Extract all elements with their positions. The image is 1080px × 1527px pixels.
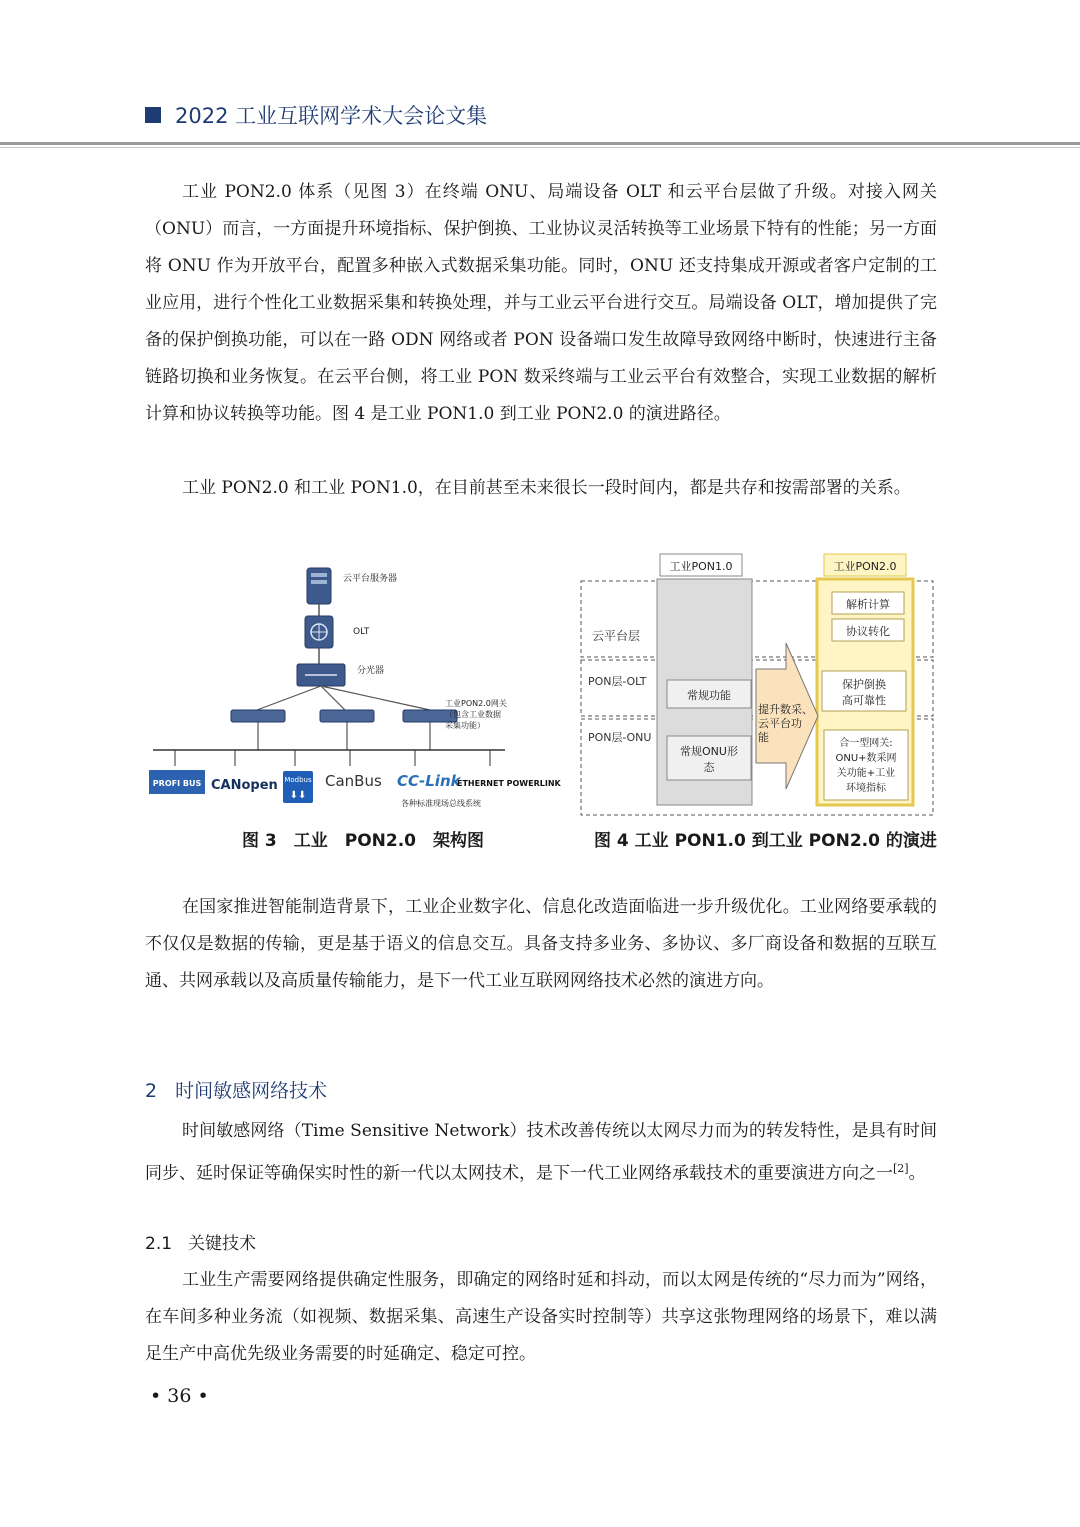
header-square-icon	[145, 107, 161, 123]
paragraph-1: 工业 PON2.0 体系（见图 3）在终端 ONU、局端设备 OLT 和云平台层做了升级。对接入网关（ONU）而言，一方面提升环境指标、保护倒换、工业协议灵活转换等工业场景下特有的性能；另一方面将 ONU 作为开放平台，配置多种嵌入式数据采集功能。同时，ONU 还支持集成开源或者客户定制的工业应用，进行个性化工业数据采集和转换处理，并与工业云平台进行交互。局端设备 OLT，增加提供了完备的保护倒换功能，可以在一路 ODN 网络或者 PON 设备端口发生故障导致网络中断时，快速进行主备链路切换和业务恢复。在云平台侧，将工业 PON 数采终端与工业云平台有效整合，实现工业数据的解析计算和协议转换等功能。图 4 是工业 PON1.0 到工业 PON2.0 的演进路径。	[145, 182, 937, 424]
svg-text:高可靠性: 高可靠性	[842, 694, 886, 707]
canbus-logo: CanBus	[325, 772, 382, 790]
splitter-label: 分光器	[357, 666, 385, 676]
svg-text:解析计算: 解析计算	[846, 598, 890, 611]
cclink-logo: CC-Link	[397, 772, 461, 790]
row-cloud-label: 云平台层	[592, 629, 641, 643]
pon1-title: 工业PON1.0	[669, 560, 733, 573]
svg-text:保护倒换: 保护倒换	[842, 678, 886, 691]
running-header	[145, 98, 487, 132]
paragraph-2: 工业 PON2.0 和工业 PON1.0，在目前甚至未来很长一段时间内，都是共存和按需部署的关系。	[182, 478, 911, 498]
gateway-label-1: 工业PON2.0网关	[445, 699, 507, 708]
svg-text:协议转化: 协议转化	[846, 625, 890, 638]
section-2-title: 时间敏感网络技术	[175, 1080, 328, 1102]
upgrade-arrow-icon	[756, 643, 818, 789]
citation-ref[interactable]: [2]	[893, 1162, 909, 1175]
canopen-logo: CANopen	[211, 778, 278, 793]
section-2-1-title: 关键技术	[188, 1234, 257, 1254]
svg-text:ONU+数采网: ONU+数采网	[835, 753, 897, 764]
svg-text:关功能+工业: 关功能+工业	[836, 768, 896, 779]
cloud-server-label: 云平台服务器	[343, 574, 398, 584]
gateway-label-2: （包含工业数据	[445, 710, 501, 719]
paragraph-4	[145, 1113, 937, 1193]
header-rule	[0, 142, 1080, 145]
svg-text:常规ONU形: 常规ONU形	[680, 745, 738, 758]
svg-text:态: 态	[703, 761, 715, 774]
header-rule-thin	[0, 147, 1080, 148]
gateway-2-icon	[320, 710, 374, 722]
svg-text:Modbus: Modbus	[284, 776, 312, 784]
gateway-label-3: 采集功能）	[445, 721, 485, 730]
bus-label: 各种标准现场总线系统	[401, 799, 481, 808]
powerlink-logo: ETHERNET POWERLINK	[457, 779, 561, 788]
paragraph-4-text: 时间敏感网络（Time Sensitive Network）技术改善传统以太网尽力而为的转发特性，是具有时间同步、延时保证等确保实时性的新一代以太网技术，是下一代工业网络承载技术的重要演进方向之一	[145, 1121, 937, 1184]
svg-text:云平台功: 云平台功	[758, 717, 802, 730]
section-2-1-number: 2.1	[145, 1234, 173, 1254]
gateway-1-icon	[231, 710, 285, 722]
header-title: 2022 工业互联网学术大会论文集	[175, 104, 488, 128]
svg-text:提升数采、: 提升数采、	[758, 703, 813, 716]
figure-4-diagram	[578, 550, 938, 820]
paragraph-4-end: 。	[908, 1163, 926, 1184]
svg-text:环境指标: 环境指标	[846, 783, 886, 794]
svg-text:能: 能	[758, 731, 769, 744]
svg-text:常规功能: 常规功能	[687, 689, 731, 702]
page-number: • 36 •	[150, 1385, 209, 1407]
paragraph-3: 在国家推进智能制造背景下，工业企业数字化、信息化改造面临进一步升级优化。工业网络要承载的不仅仅是数据的传输，更是基于语义的信息交互。具备支持多业务、多协议、多厂商设备和数据的互联互通、共网承载以及高质量传输能力，是下一代工业互联网网络技术必然的演进方向。	[145, 897, 937, 991]
svg-text:合一型网关:: 合一型网关:	[839, 738, 893, 749]
olt-label: OLT	[353, 627, 370, 637]
section-2-number: 2	[145, 1080, 158, 1102]
row-olt-label: PON层-OLT	[588, 675, 647, 688]
figure-3-diagram	[145, 560, 561, 820]
svg-text:PROFI BUS: PROFI BUS	[152, 779, 202, 788]
section-2-1-heading	[145, 1229, 256, 1254]
row-onu-label: PON层-ONU	[588, 731, 652, 744]
figure-4-caption: 图 4 工业 PON1.0 到工业 PON2.0 的演进	[594, 831, 937, 851]
pon2-title: 工业PON2.0	[833, 560, 897, 573]
section-2-heading	[145, 1076, 327, 1103]
paragraph-5: 工业生产需要网络提供确定性服务，即确定的网络时延和抖动，而以太网是传统的“尽力而为”网络，在车间多种业务流（如视频、数据采集、高速生产设备实时控制等）共享这张物理网络的场景下，难以满足生产中高优先级业务需要的时延确定、稳定可控。	[145, 1270, 937, 1364]
svg-text:⬇⬇: ⬇⬇	[289, 790, 307, 801]
figure-3-caption: 图 3 工业 PON2.0 架构图	[242, 831, 485, 851]
